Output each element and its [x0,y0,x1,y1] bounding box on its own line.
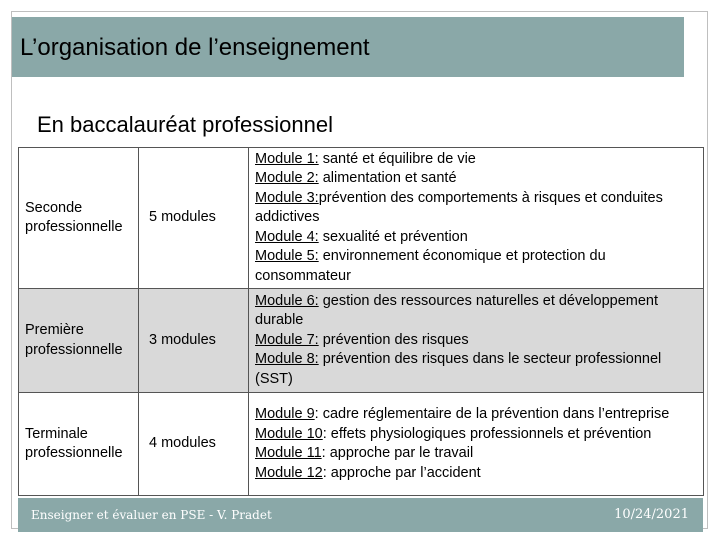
module-text: environnement économique et protection du consommateur [255,248,606,284]
module-text: : effets physiologiques professionnels et prévention [322,425,652,442]
module-text: prévention des risques [318,331,469,348]
module-text: sexualité et prévention [318,228,468,245]
module-item [255,464,699,484]
module-label: Module 9 [255,406,315,422]
slide-title: L’organisation de l’enseignement [20,34,370,61]
module-item [255,292,699,331]
module-label: Module 8: [255,351,319,368]
module-label: Module 2: [255,170,319,187]
module-text: : cadre réglementaire de la prévention dans l’entreprise [314,406,670,422]
level-cell: Première professionnelle [19,289,139,393]
table-row [19,289,704,393]
level-cell: Seconde professionnelle [19,148,139,289]
module-label: Module 4: [255,228,319,245]
module-list-cell [249,148,704,289]
module-list-cell [249,393,704,496]
module-count-cell: 4 modules [139,393,249,496]
module-item [255,247,699,286]
module-label: Module 10 [255,425,323,442]
modules-table [18,147,704,496]
slide-subtitle: En baccalauréat professionnel [37,112,333,137]
title-bar [12,17,684,77]
module-text: gestion des ressources naturelles et développement durable [255,292,659,329]
module-label: Module 1: [255,150,319,167]
module-text: : approche par l’accident [322,464,481,481]
level-cell: Terminale professionnelle [19,393,139,496]
footer-band [18,498,703,532]
module-item [255,350,699,389]
module-label: Module 5: [255,248,319,265]
module-text: alimentation et santé [318,170,457,187]
module-count-cell: 3 modules [139,289,249,393]
module-text: santé et équilibre de vie [318,150,476,167]
module-item [255,189,699,228]
module-label: Module 12 [255,464,323,481]
module-label: Module 3: [255,189,319,206]
module-label: Module 7: [255,331,319,348]
module-item [255,425,699,445]
module-item [255,331,699,351]
module-label: Module 11 [255,445,322,461]
module-text: prévention des comportements à risques et conduites addictives [255,189,663,226]
module-label: Module 6: [255,292,319,309]
table-row [19,148,704,289]
table-row [19,393,704,496]
module-item [255,444,699,464]
module-text: prévention des risques dans le secteur professionnel (SST) [255,351,662,387]
module-list-cell [249,289,704,393]
footer-date: 10/24/2021 [614,507,689,522]
module-count-cell: 5 modules [139,148,249,289]
module-item [255,228,699,248]
module-item [255,169,699,189]
footer-credit: Enseigner et évaluer en PSE - V. Pradet [31,508,272,522]
module-text: : approche par le travail [321,445,474,461]
module-item [255,405,699,425]
module-item [255,150,699,170]
